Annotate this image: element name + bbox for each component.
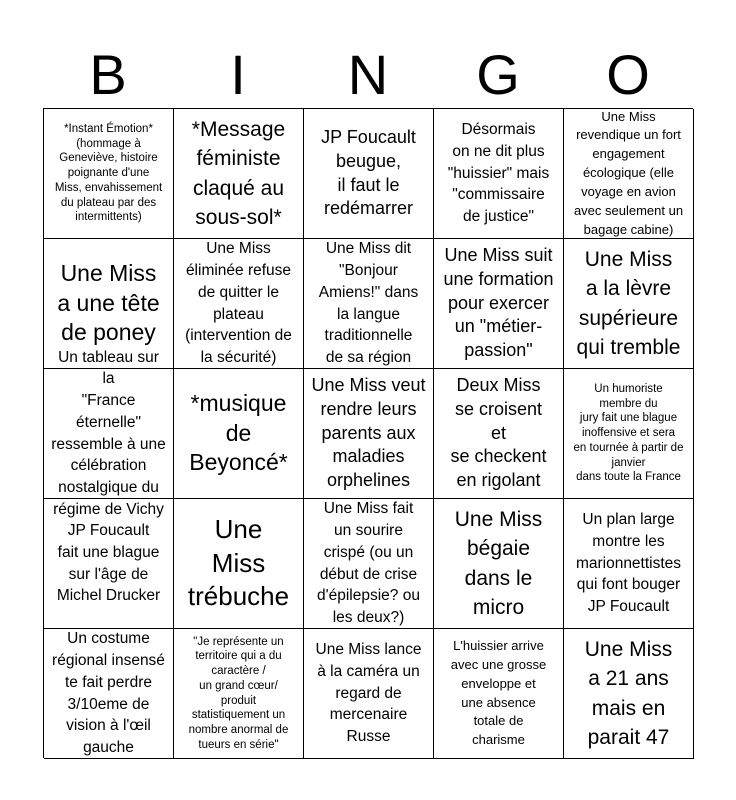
bingo-cell[interactable]: Un costume régional insensé te fait perdre 3/10eme de vision à l'œil gauche <box>44 629 174 759</box>
bingo-cell[interactable]: Deux Miss se croisent et se checkent en rigolant <box>434 369 564 499</box>
header-letter-g: G <box>476 43 520 106</box>
bingo-cell[interactable]: Désormais on ne dit plus "huissier" mais "commissaire de justice" <box>434 109 564 239</box>
header-letter-b: B <box>89 43 127 106</box>
bingo-cell[interactable]: L'huissier arrive avec une grosse enveloppe et une absence totale de charisme <box>434 629 564 759</box>
bingo-cell[interactable]: Une Miss a la lèvre supérieure qui tremble <box>564 239 694 369</box>
bingo-cell[interactable]: JP Foucault fait une blague sur l'âge de Michel Drucker <box>44 499 174 629</box>
bingo-cell[interactable]: Une Miss revendique un fort engagement écologique (elle voyage en avion avec seulement un bagage cabine) <box>564 109 694 239</box>
bingo-cell[interactable]: Une Miss dit "Bonjour Amiens!" dans la langue traditionnelle de sa région <box>304 239 434 369</box>
bingo-cell[interactable]: *musique de Beyoncé* <box>174 369 304 499</box>
header-letter-i: I <box>230 43 246 106</box>
bingo-cell[interactable]: Une Miss a 21 ans mais en parait 47 <box>564 629 694 759</box>
bingo-cell[interactable]: *Message féministe claqué au sous-sol* <box>174 109 304 239</box>
bingo-cell[interactable]: Une Miss éliminée refuse de quitter le plateau (intervention de la sécurité) <box>174 239 304 369</box>
bingo-cell[interactable]: Une Miss veut rendre leurs parents aux maladies orphelines <box>304 369 434 499</box>
bingo-cell[interactable]: Une Miss a une tête de poney <box>44 239 174 369</box>
bingo-cell[interactable]: Une Miss fait un sourire crispé (ou un début de crise d'épilepsie? ou les deux?) <box>304 499 434 629</box>
bingo-cell[interactable]: Une Miss lance à la caméra un regard de mercenaire Russe <box>304 629 434 759</box>
header-letter-n: N <box>347 43 389 106</box>
bingo-cell[interactable]: "Je représente un territoire qui a du caractère / un grand cœur/ produit statistiquement un nombre anormal de tueurs en série" <box>174 629 304 759</box>
bingo-cell[interactable]: JP Foucault beugue, il faut le redémarrer <box>304 109 434 239</box>
bingo-cell[interactable]: *Instant Émotion* (hommage à Geneviève, histoire poignante d'une Miss, envahissement du plateau par des intermittents) <box>44 109 174 239</box>
bingo-cell[interactable]: Un humoriste membre du jury fait une blague inoffensive et sera en tournée à partir de janvier dans toute la France <box>564 369 694 499</box>
bingo-cell[interactable]: Un plan large montre les marionnettistes qui font bouger JP Foucault <box>564 499 694 629</box>
bingo-cell[interactable]: Une Miss bégaie dans le micro <box>434 499 564 629</box>
bingo-cell[interactable]: Un tableau sur la "France éternelle" ressemble à une célébration nostalgique du régime de Vichy <box>44 369 174 499</box>
bingo-header <box>43 42 693 108</box>
bingo-board <box>43 108 693 758</box>
bingo-cell[interactable]: Une Miss suit une formation pour exercer un "métier- passion" <box>434 239 564 369</box>
bingo-cell[interactable]: Une Miss trébuche <box>174 499 304 629</box>
header-letter-o: O <box>606 43 650 106</box>
